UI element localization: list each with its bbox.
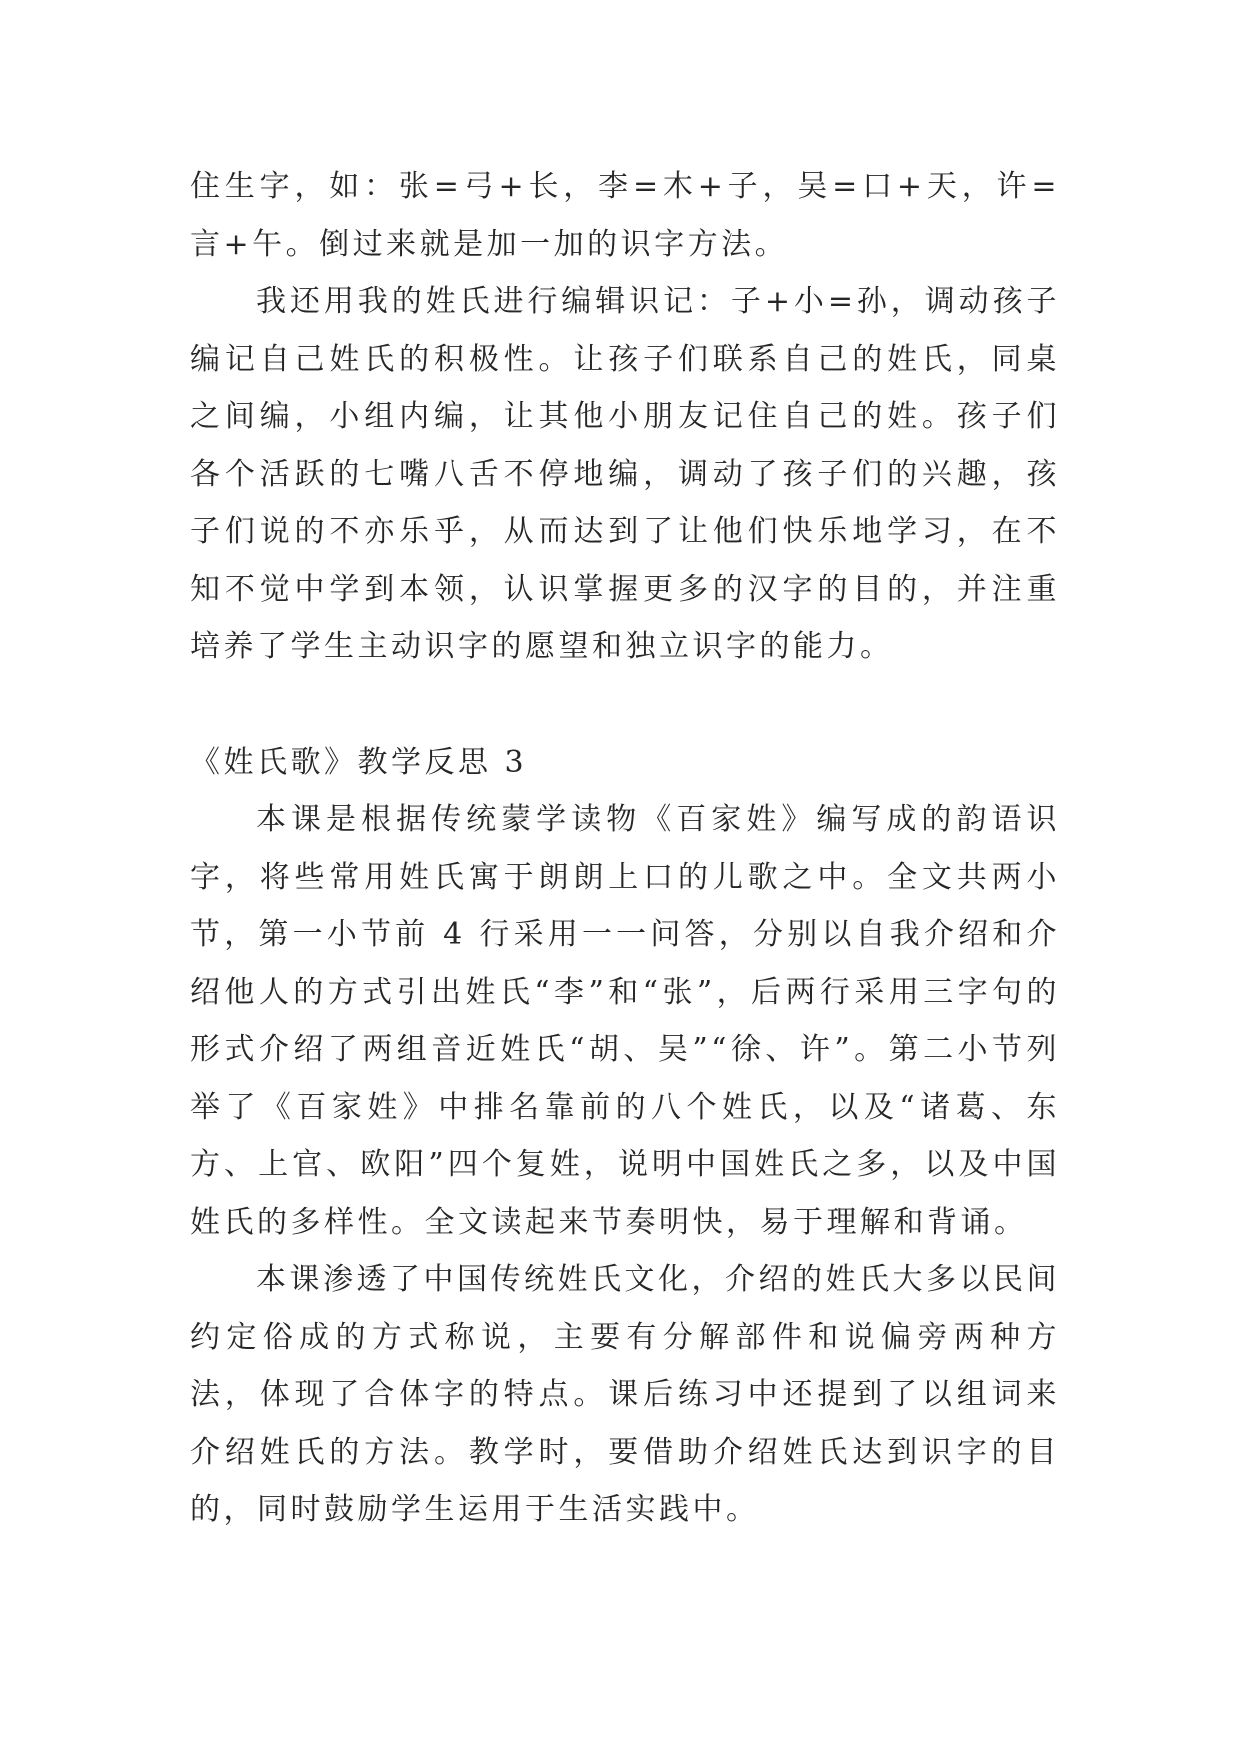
paragraph-lesson-overview: 本课是根据传统蒙学读物《百家姓》编写成的韵语识字，将些常用姓氏寓于朗朗上口的儿歌之中。全文共两小节，第一小节前 4 行采用一一问答，分别以自我介绍和介绍他人的方式引出姓氏“李”和“张”，后两行采用三字句的形式介绍了两组音近姓氏“胡、吴”“徐、许”。第二小节列举了《百家姓》中排名靠前的八个姓氏，以及“诸葛、东方、上官、欧阳”四个复姓，说明中国姓氏之多，以及中国姓氏的多样性。全文读起来节奏明快，易于理解和背诵。 bbox=[190, 802, 1060, 1240]
section-spacer bbox=[190, 676, 1060, 734]
document-body bbox=[190, 158, 1060, 1539]
section-heading: 《姓氏歌》教学反思 3 bbox=[190, 744, 528, 780]
paragraph-name-mnemonic: 我还用我的姓氏进行编辑识记：子+小=孙，调动孩子编记自己姓氏的积极性。让孩子们联系自己的姓氏，同桌之间编，小组内编，让其他小朋友记住自己的姓。孩子们各个活跃的七嘴八舌不停地编，调动了孩子们的兴趣，孩子们说的不亦乐乎，从而达到了让他们快乐地学习，在不知不觉中学到本领，认识掌握更多的汉字的目的，并注重培养了学生主动识字的愿望和独立识字的能力。 bbox=[190, 284, 1060, 664]
paragraph-continued: 住生字，如：张=弓+长，李=木+子，吴=口+天，许=言+午。倒过来就是加一加的识字方法。 bbox=[190, 169, 1060, 262]
paragraph-lesson-culture: 本课渗透了中国传统姓氏文化，介绍的姓氏大多以民间约定俗成的方式称说，主要有分解部件和说偏旁两种方法，体现了合体字的特点。课后练习中还提到了以组词来介绍姓氏的方法。教学时，要借助介绍姓氏达到识字的目的，同时鼓励学生运用于生活实践中。 bbox=[190, 1262, 1060, 1527]
